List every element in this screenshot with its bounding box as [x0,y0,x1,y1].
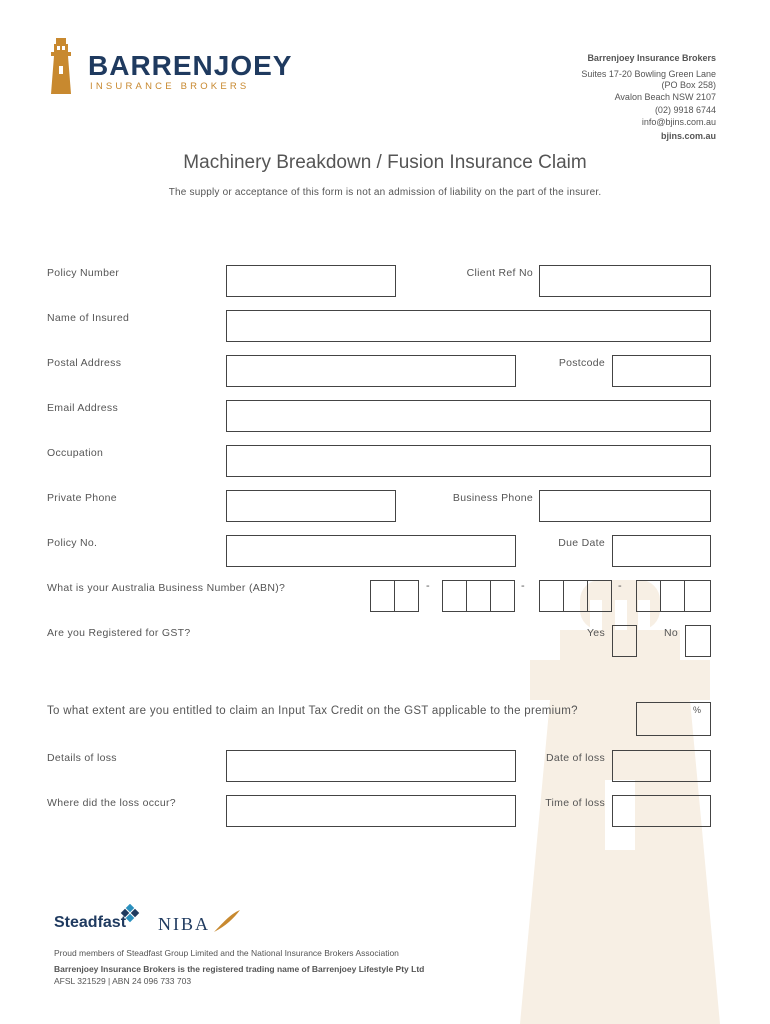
gst-no-label: No [663,627,678,639]
client-ref-label: Client Ref No [466,267,533,279]
postcode-label: Postcode [558,357,605,369]
page-subtitle: The supply or acceptance of this form is not an admission of liability on the part of the insurer. [168,187,602,198]
details-of-loss-field[interactable] [226,750,516,782]
postal-address-label: Postal Address [47,357,122,369]
abn-separator: - [426,580,430,592]
footer-membership: Proud members of Steadfast Group Limited and the National Insurance Brokers Association [54,948,399,958]
postcode-field[interactable] [612,355,711,387]
steadfast-logo-text: Steadfast [54,914,127,931]
private-phone-label: Private Phone [47,492,117,504]
footer-afsl-abn: AFSL 321529 | ABN 24 096 733 703 [54,976,192,986]
abn-separator: - [618,580,622,592]
gst-yes-checkbox[interactable] [612,625,637,657]
logo-subtitle: INSURANCE BROKERS [90,81,250,92]
niba-logo-text: NIBA [158,914,210,934]
email-address-label: Email Address [47,402,119,414]
policy-number-field[interactable] [226,265,396,297]
business-phone-label: Business Phone [452,492,533,504]
phone-number: (02) 9918 6744 [654,105,716,116]
email-link[interactable]: info@bjins.com.au [641,116,716,127]
company-name: Barrenjoey Insurance Brokers [587,53,716,63]
time-of-loss-label: Time of loss [545,797,605,809]
name-of-insured-field[interactable] [226,310,711,342]
where-loss-label: Where did the loss occur? [47,797,176,809]
percent-sign: % [693,705,702,715]
where-loss-field[interactable] [226,795,516,827]
policy-no-field[interactable] [226,535,516,567]
abn-digit-box[interactable] [394,580,419,612]
abn-digit-box[interactable] [587,580,612,612]
due-date-label: Due Date [558,537,605,549]
details-of-loss-label: Details of loss [47,752,117,764]
abn-label: What is your Australia Business Number (ABN)? [47,582,286,594]
due-date-field[interactable] [612,535,711,567]
abn-digit-box[interactable] [563,580,588,612]
date-of-loss-field[interactable] [612,750,711,782]
abn-digit-box[interactable] [442,580,467,612]
postal-address-field[interactable] [226,355,516,387]
logo-name: BARRENJOEY [88,50,293,81]
footer-trading-name: Barrenjoey Insurance Brokers is the registered trading name of Barrenjoey Lifestyle Pty Ltd [54,964,425,974]
address-line-3: Avalon Beach NSW 2107 [614,91,716,102]
client-ref-field[interactable] [539,265,711,297]
name-of-insured-label: Name of Insured [47,312,130,324]
website-link[interactable]: bjins.com.au [660,130,716,141]
itc-label: To what extent are you entitled to claim an Input Tax Credit on the GST applicable to the premium? [47,705,578,717]
email-address-field[interactable] [226,400,711,432]
quill-icon [212,908,242,934]
policy-no-label: Policy No. [47,537,98,549]
business-phone-field[interactable] [539,490,711,522]
date-of-loss-label: Date of loss [545,752,605,764]
gst-label: Are you Registered for GST? [47,627,191,639]
occupation-field[interactable] [226,445,711,477]
policy-number-label: Policy Number [47,267,120,279]
lighthouse-logo-icon [48,38,74,94]
time-of-loss-field[interactable] [612,795,711,827]
footer-logos [54,904,254,940]
address-line-1: Suites 17-20 Bowling Green Lane [581,68,716,79]
abn-digit-box[interactable] [490,580,515,612]
gst-yes-label: Yes [586,627,605,639]
abn-digit-box[interactable] [660,580,685,612]
private-phone-field[interactable] [226,490,396,522]
abn-digit-box[interactable] [684,580,711,612]
abn-digit-box[interactable] [370,580,395,612]
page-title: Machinery Breakdown / Fusion Insurance Claim [183,152,587,173]
abn-digit-box[interactable] [466,580,491,612]
contact-block [581,53,716,142]
abn-separator: - [521,580,525,592]
abn-digit-box[interactable] [636,580,661,612]
address-line-2: (PO Box 258) [661,80,716,91]
gst-no-checkbox[interactable] [685,625,711,657]
occupation-label: Occupation [47,447,104,459]
abn-digit-box[interactable] [539,580,564,612]
company-logo [48,38,328,98]
